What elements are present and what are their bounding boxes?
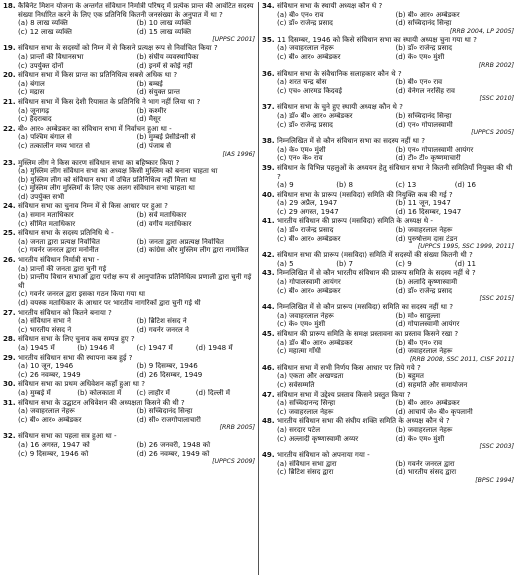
answer-option[interactable]: (d) सच्चिदानंद सिन्हा	[395, 19, 452, 28]
question-header	[262, 364, 514, 373]
answer-option[interactable]: (c) मद्रास	[18, 88, 45, 97]
answer-option[interactable]: (d) मैसूर	[136, 115, 161, 124]
question-number: 22.	[3, 123, 16, 133]
answer-option[interactable]: (a) 29 अप्रैल, 1947	[277, 199, 338, 208]
question-text: भारतीय संविधान को अपनाया गया -	[277, 450, 370, 460]
question-block	[3, 432, 255, 465]
question-header	[3, 2, 255, 19]
options-grid	[262, 260, 514, 269]
question-header	[262, 417, 514, 426]
answer-option[interactable]: (c) 9	[395, 259, 412, 268]
answer-option[interactable]: (a) मुस्लिम लीग संविधान सभा का अध्यक्ष किसी मुस्लिम को बनाना चाहता था	[18, 167, 218, 176]
answer-option[interactable]: (d) 16 दिसम्बर, 1947	[395, 207, 462, 216]
answer-option[interactable]: (c) के० एम० मुंशी	[277, 320, 326, 329]
answer-option[interactable]: (b) कोलकाता में	[77, 388, 122, 397]
answer-option[interactable]: (d) टी० टी० कृष्णमाचारी	[395, 154, 461, 163]
options-grid	[262, 44, 514, 61]
answer-option[interactable]: (c) 9 दिसम्बर, 1946 को	[18, 449, 89, 458]
question-number: 48.	[262, 416, 275, 426]
answer-option[interactable]: (d) संयुक्त प्रान्त	[136, 88, 180, 97]
options-grid	[3, 133, 255, 150]
options-grid	[262, 312, 514, 329]
question-number: 19.	[3, 43, 16, 53]
options-grid	[3, 407, 255, 424]
answer-option[interactable]: (a) सच्चिदानन्द सिन्हा	[277, 399, 336, 408]
answer-option[interactable]: (d) के० एम० मुंशी	[395, 52, 445, 61]
question-header	[3, 354, 255, 363]
question-block	[3, 2, 255, 43]
question-text: संविधान सभा में किस प्रान्त का प्रतिनिधित्व सबसे अधिक था ?	[18, 70, 178, 80]
answer-option[interactable]: (d) 1948 में	[195, 343, 233, 352]
answer-option[interactable]: (c) एच० आरमड किदवई	[277, 86, 342, 95]
question-text: मुस्लिम लीग ने किस कारण संविधान सभा का बहिष्कार किया ?	[18, 157, 180, 167]
answer-option[interactable]: (a) 16 अगस्त, 1947 को	[18, 440, 90, 449]
question-number: 37.	[262, 102, 275, 112]
answer-option[interactable]: (a) एकता और अखण्डता	[277, 372, 344, 381]
answer-option[interactable]: (b) 11 जून, 1947	[395, 199, 451, 208]
question-block	[262, 2, 514, 35]
question-block	[262, 36, 514, 69]
answer-option[interactable]: (c) बी० आर० अम्बेडकर	[18, 415, 82, 424]
answer-option[interactable]: (a) समान मताधिकार	[18, 211, 74, 220]
answer-option[interactable]: (d) 11	[454, 259, 477, 268]
options-grid	[3, 211, 255, 228]
question-number: 44.	[262, 302, 275, 312]
answer-option[interactable]: (d) के० एम० मुंशी	[395, 434, 445, 443]
answer-option[interactable]: (b) प्रान्तीय विधान सभाओं द्वारा परोक्ष रूप से आनुपातिक प्रतिनिधित्व प्रणाली द्वारा चुनी गई थी	[18, 273, 252, 290]
question-number: 49.	[262, 450, 275, 460]
answer-option[interactable]: (a) 9	[277, 181, 294, 190]
question-text: भारतीय संविधान सभा की संघीय शक्ति समिति के अध्यक्ष कौन थे ?	[277, 416, 450, 426]
question-number: 26.	[3, 255, 16, 265]
options-grid	[3, 238, 255, 255]
question-number: 20.	[3, 70, 16, 80]
question-header	[3, 229, 255, 238]
question-number: 24.	[3, 201, 16, 211]
question-block	[3, 202, 255, 228]
options-grid	[262, 278, 514, 295]
options-grid	[3, 107, 255, 124]
answer-option[interactable]: (c) डॉ० राजेन्द्र प्रसाद	[277, 120, 333, 129]
answer-option[interactable]: (b) सर्व मताधिकार	[136, 211, 187, 220]
question-block	[3, 71, 255, 97]
answer-option[interactable]: (b) बी० एन० राव	[395, 338, 443, 347]
answer-option[interactable]: (a) बंगाल	[18, 79, 45, 88]
question-number: 34.	[262, 2, 275, 10]
answer-option[interactable]: (a) संविधान सभा ने	[18, 317, 71, 326]
options-grid	[3, 167, 255, 201]
answer-option[interactable]: (b) 7	[336, 259, 354, 268]
answer-option[interactable]: (b) सच्चिदानंद सिन्हा	[136, 407, 193, 416]
question-number: 47.	[262, 389, 275, 399]
question-text: संविधान सभा के संवैधानिक सलाहकार कौन थे ?	[277, 68, 402, 78]
question-block	[262, 269, 514, 302]
answer-option[interactable]: (c) अल्लादी कृष्णास्वामी अय्यर	[277, 434, 359, 443]
question-text: बी० आर० अम्बेडकर का संविधान सभा में निर्वाचन हुआ था -	[18, 123, 172, 133]
exam-source: [UPPSC 2001]	[212, 36, 255, 44]
answer-option[interactable]: (a) 1945 में	[18, 343, 55, 352]
options-grid	[3, 317, 255, 334]
question-block	[262, 70, 514, 103]
question-header	[3, 71, 255, 80]
answer-option[interactable]: (a) 5	[277, 259, 294, 268]
answer-option[interactable]: (c) गवर्नर जनरल द्वारा मनोनीत	[18, 246, 99, 255]
answer-option[interactable]: (a) गोपालस्वामी आयंगर	[277, 278, 341, 287]
question-header	[3, 399, 255, 408]
answer-option[interactable]: (a) सरदार पटेल	[277, 425, 321, 434]
answer-option[interactable]: (d) पंजाब से	[136, 141, 172, 150]
answer-option[interactable]: (b) 10 लाख व्यक्ति	[136, 19, 192, 28]
exam-source: [SSC 2015]	[479, 295, 514, 303]
answer-option[interactable]: (b) मो० सादुल्ला	[395, 311, 441, 320]
answer-option[interactable]: (c) गवर्नर जनरल द्वारा इसका गठन किया गया था	[18, 290, 145, 299]
question-block	[262, 303, 514, 329]
answer-option[interactable]: (b) 1946 में	[77, 343, 115, 352]
question-number: 40.	[262, 189, 275, 199]
answer-option[interactable]: (c) डॉ० राजेन्द्र प्रसाद	[277, 19, 333, 28]
question-header	[262, 303, 514, 312]
options-grid	[3, 265, 255, 308]
answer-option[interactable]: (d) आचार्य जे० बी० कृपलानी	[395, 407, 473, 416]
answer-option[interactable]: (b) 26 जनवरी, 1948 को	[136, 440, 211, 449]
question-block	[262, 137, 514, 163]
question-number: 25.	[3, 228, 16, 238]
answer-option[interactable]: (b) बी० आर० अम्बेडकर	[395, 399, 460, 408]
answer-option[interactable]: (a) डॉ० बी० आर० अम्बेडकर	[277, 111, 353, 120]
question-block	[262, 103, 514, 136]
question-block	[3, 354, 255, 380]
options-grid	[262, 226, 514, 243]
question-text: संविधान सभा के सदस्यों को निम्न में से किसने प्रत्यक्ष रूप से निर्वाचित किया ?	[18, 43, 218, 53]
question-number: 21.	[3, 96, 16, 106]
right-column	[262, 2, 514, 575]
answer-option[interactable]: (a) जूनागढ़	[18, 106, 50, 115]
question-text: संविधान सभा के लिए चुनाव कब सम्पन्न हुए ?	[18, 334, 135, 344]
options-grid	[262, 372, 514, 389]
exam-source: [IAS 1996]	[222, 150, 255, 158]
column-divider	[258, 2, 259, 575]
question-header	[3, 159, 255, 168]
question-header	[3, 44, 255, 53]
answer-option[interactable]: (a) 10 जून, 1946	[18, 362, 74, 371]
answer-option[interactable]: (a) के० एम० मुंशी	[277, 145, 326, 154]
question-text: संविधान सभा की प्रारूप (मसविदा) समिति में सदस्यों की संख्या कितनी थी ?	[277, 250, 473, 260]
question-number: 28.	[3, 334, 16, 344]
question-block	[262, 251, 514, 268]
answer-option[interactable]: (d) भारतीय संसद द्वारा	[395, 468, 457, 477]
exam-source: [RRB 2005]	[219, 424, 255, 432]
answer-option[interactable]: (b) ब्रिटिश संसद ने	[136, 317, 187, 326]
question-text: निम्नलिखित में से कौन संविधान सभा का सदस्य नहीं था ?	[277, 136, 425, 146]
answer-option[interactable]: (b) मुम्बई प्रेसीडेन्सी से	[136, 133, 196, 142]
answer-option[interactable]: (c) तत्कालीन मध्य भारत से	[18, 141, 90, 150]
answer-option[interactable]: (d) डॉ० राजेन्द्र प्रसाद	[395, 286, 453, 295]
answer-option[interactable]: (b) बी० एन० राव	[395, 78, 443, 87]
answer-option[interactable]: (a) प्रान्तों की विधानसभा	[18, 52, 84, 61]
question-block	[262, 191, 514, 217]
answer-option[interactable]: (b) बी० आर० अम्बेडकर	[395, 10, 460, 19]
answer-option[interactable]: (a) जवाहरलाल नेहरू	[277, 311, 334, 320]
answer-option[interactable]: (c) बी० आर० अम्बेडकर	[277, 234, 341, 243]
answer-option[interactable]: (c) एन० के० राव	[277, 154, 323, 163]
question-block	[262, 451, 514, 484]
answer-option[interactable]: (c) 12 लाख व्यक्ति	[18, 27, 72, 36]
answer-option[interactable]: (a) डॉ० बी० आर० अम्बेडकर	[277, 338, 353, 347]
answer-option[interactable]: (b) अलादि कृष्णास्वामी	[395, 278, 458, 287]
exam-source: [RRB 2002]	[478, 61, 514, 69]
answer-option[interactable]: (b) एन० गोपालस्वामी आयंगर	[395, 145, 474, 154]
answer-option[interactable]: (d) 26 दिसम्बर, 1949	[136, 370, 203, 379]
answer-option[interactable]: (a) डॉ० राजेन्द्र प्रसाद	[277, 226, 334, 235]
question-text: संविधान सभा के प्रारूप (मसविदा) समिति की नियुक्ति कब की गई ?	[277, 189, 453, 199]
question-text: निम्नलिखित में से कौन प्रारूप (मसविदा) समिति का सदस्य नहीं था ?	[277, 302, 454, 312]
options-grid	[3, 441, 255, 458]
question-number: 30.	[3, 379, 16, 389]
answer-option[interactable]: (d) 16	[454, 181, 477, 190]
answer-option[interactable]: (a) शरत चन्द्र बोस	[277, 78, 327, 87]
question-number: 35.	[262, 34, 275, 44]
question-text: भारतीय संविधान निर्मात्री सभा -	[18, 255, 100, 265]
options-grid	[262, 112, 514, 129]
answer-option[interactable]: (d) इनमें से कोई नहीं	[136, 61, 193, 70]
answer-option[interactable]: (a) संविधान सभा द्वारा	[277, 459, 337, 468]
question-text: भारतीय संविधान को कितने बनाया ?	[18, 307, 112, 317]
answer-option[interactable]: (a) पश्चिम बंगाल से	[18, 133, 72, 142]
answer-option[interactable]: (d) जवाहरलाल नेहरू	[395, 347, 453, 356]
answer-option[interactable]: (c) सर्वसम्मति	[277, 380, 315, 389]
question-number: 29.	[3, 352, 16, 362]
question-block	[3, 159, 255, 202]
answer-option[interactable]: (d) 15 लाख व्यक्ति	[136, 27, 192, 36]
exam-source: [UPPCS 2009]	[212, 458, 255, 466]
question-block	[262, 164, 514, 190]
question-number: 39.	[262, 162, 275, 172]
answer-option[interactable]: (a) मुम्बई में	[18, 388, 51, 397]
question-number: 23.	[3, 157, 16, 167]
question-header	[262, 137, 514, 146]
answer-option[interactable]: (a) जवाहरलाल नेहरू	[277, 44, 334, 53]
exam-source: [UPPCS 2005]	[471, 129, 514, 137]
answer-option[interactable]: (c) 1947 में	[136, 343, 173, 352]
question-text: संविधान सभा के उद्घाटन अधिवेशन की अध्यक्षता किसने की थी ?	[18, 397, 185, 407]
question-header	[3, 335, 255, 344]
question-text: संविधान सभा का चुनाव निम्न में से किस आधार पर हुआ ?	[18, 201, 168, 211]
question-block	[3, 125, 255, 158]
options-grid	[262, 11, 514, 28]
question-number: 36.	[262, 68, 275, 78]
answer-option[interactable]: (b) मुस्लिम लीग को संविधान सभा में उचित प्रतिनिधित्व नहीं मिला था	[18, 175, 196, 184]
answer-option[interactable]: (b) बम्बई	[136, 79, 163, 88]
question-text: संविधान सभा में किस देशी रियासत के प्रतिनिधि ने भाग नहीं लिया था ?	[18, 96, 201, 106]
question-number: 45.	[262, 329, 275, 338]
options-grid	[262, 339, 514, 356]
answer-option[interactable]: (d) गोपालस्वामी आयंगर	[395, 320, 460, 329]
question-header	[262, 391, 514, 400]
question-block	[3, 229, 255, 255]
answer-option[interactable]: (c) भारतीय संसद ने	[18, 325, 72, 334]
answer-option[interactable]: (b) जवाहरलाल नेहरू	[395, 226, 453, 235]
question-number: 27.	[3, 307, 16, 317]
answer-option[interactable]: (b) 8	[336, 181, 354, 190]
question-text: संविधान सभा के सदस्य प्रतिनिधि थे -	[18, 228, 114, 238]
answer-option[interactable]: (b) डॉ० राजेन्द्र प्रसाद	[395, 44, 453, 53]
answer-option[interactable]: (c) सीमित मताधिकार	[18, 219, 76, 228]
answer-option[interactable]: (b) जवाहरलाल नेहरू	[395, 425, 453, 434]
answer-option[interactable]: (d) कांग्रेस और मुस्लिम लीग द्वारा नामांकित	[136, 246, 249, 255]
answer-option[interactable]: (d) उपर्युक्त सभी	[18, 192, 65, 201]
question-block	[262, 217, 514, 250]
answer-option[interactable]: (a) बी० एन० राव	[277, 10, 324, 19]
answer-option[interactable]: (c) 26 नवम्बर, 1949	[18, 370, 81, 379]
question-header	[3, 98, 255, 107]
left-column	[3, 2, 255, 575]
answer-option[interactable]: (d) वर्गीय मताधिकार	[136, 219, 192, 228]
exam-source: [BPSC 1994]	[475, 476, 514, 484]
question-header	[262, 251, 514, 260]
question-text: संविधान के विभिन्न पहलुओं के अध्ययन हेतु संविधान सभा ने कितनी समितियाँ नियुक्त की थी ?	[277, 162, 513, 181]
question-header	[262, 36, 514, 45]
question-block	[262, 330, 514, 363]
question-number: 18.	[3, 2, 16, 10]
answer-option[interactable]: (c) 13	[395, 181, 417, 190]
options-grid	[3, 362, 255, 379]
options-grid	[3, 19, 255, 36]
question-header	[3, 125, 255, 134]
question-text: भारतीय संविधान की प्रारूप (मसविदा) समिति के अध्यक्ष थे -	[277, 216, 433, 226]
answer-option[interactable]: (a) प्रान्तों की जनता द्वारा चुनी गई	[18, 264, 107, 273]
question-header	[3, 432, 255, 441]
answer-option[interactable]: (b) कश्मीर	[136, 106, 167, 115]
answer-option[interactable]: (a) जवाहरलाल नेहरू	[18, 407, 75, 416]
exam-source: [RRB 2008, SSC 2011, CISF 2011]	[409, 355, 514, 363]
question-header	[262, 269, 514, 278]
answer-option[interactable]: (c) 29 अगस्त, 1947	[277, 207, 339, 216]
question-block	[3, 380, 255, 397]
answer-option[interactable]: (c) लाहौर में	[136, 388, 170, 397]
answer-option[interactable]: (d) दिल्ली में	[195, 388, 230, 397]
question-block	[262, 391, 514, 417]
answer-option[interactable]: (d) पुरुषोत्तम दास टंडन	[395, 234, 458, 243]
answer-option[interactable]: (a) जनता द्वारा प्रत्यक्ष निर्वाचित	[18, 237, 100, 246]
question-block	[262, 364, 514, 390]
options-grid	[262, 181, 514, 190]
options-grid	[262, 199, 514, 216]
question-block	[3, 309, 255, 335]
answer-option[interactable]: (c) उपर्युक्त दोनों	[18, 61, 64, 70]
question-header	[262, 70, 514, 79]
question-header	[262, 451, 514, 460]
exam-source: [UPPCS 1995, SSC 1999, 2011]	[417, 243, 514, 251]
question-text: संविधान सभा का प्रथम अधिवेशन कहाँ हुआ था ?	[18, 379, 145, 389]
answer-option[interactable]: (b) जनता द्वारा अप्रत्यक्ष निर्वाचित	[136, 237, 224, 246]
exam-source: [SSC 2003]	[479, 443, 514, 451]
options-grid	[262, 146, 514, 163]
answer-option[interactable]: (d) सी० राजगोपालाचारी	[136, 415, 201, 424]
answer-option[interactable]: (a) 8 लाख व्यक्ति	[18, 19, 68, 28]
question-text: संविधान सभा का पहला सत्र हुआ था -	[18, 431, 117, 441]
answer-option[interactable]: (c) हैदराबाद	[18, 115, 52, 124]
options-grid	[262, 78, 514, 95]
answer-option[interactable]: (c) बी० आर० अम्बेडकर	[277, 52, 341, 61]
answer-option[interactable]: (c) जवाहरलाल नेहरू	[277, 407, 334, 416]
question-header	[3, 202, 255, 211]
answer-option[interactable]: (d) वेनेगल नरसिंह राव	[395, 86, 455, 95]
answer-option[interactable]: (c) मुस्लिम लीग मुस्लिमों के लिए एक अलग संविधान सभा चाहता था	[18, 184, 195, 193]
answer-option[interactable]: (d) गवर्नर जनरल ने	[136, 325, 189, 334]
question-header	[3, 380, 255, 389]
question-header	[3, 256, 255, 265]
question-header	[262, 217, 514, 226]
question-text: संविधान सभा में उद्देश्य प्रस्ताव किसने प्रस्तुत किया ?	[277, 389, 411, 399]
options-grid	[3, 344, 255, 353]
options-grid	[3, 53, 255, 70]
question-header	[262, 191, 514, 200]
exam-source: [RRB 2004, LP 2005]	[449, 27, 514, 35]
answer-option[interactable]: (d) सहमति और समायोजन	[395, 380, 468, 389]
question-number: 38.	[262, 136, 275, 146]
question-header	[262, 2, 514, 11]
question-number: 46.	[262, 362, 275, 372]
question-header	[262, 330, 514, 339]
exam-source: [SSC 2010]	[479, 95, 514, 103]
options-grid	[262, 426, 514, 443]
question-block	[3, 44, 255, 70]
answer-option[interactable]: (c) बी० आर० अम्बेडकर	[277, 286, 341, 295]
question-header	[262, 164, 514, 181]
question-number: 43.	[262, 268, 275, 278]
question-text: संविधान की प्रारूप समिति के समक्ष प्रस्तावना का प्रस्ताव किसने रखा ?	[277, 329, 459, 338]
question-text: संविधान सभा में सभी निर्णय किस आधार पर लिये गये ?	[277, 362, 421, 372]
question-block	[3, 399, 255, 432]
question-number: 31.	[3, 397, 16, 407]
answer-option[interactable]: (b) सच्चिदानंद सिन्हा	[395, 111, 452, 120]
answer-option[interactable]: (d) 26 नवम्बर, 1949 को	[136, 449, 210, 458]
answer-option[interactable]: (b) गवर्नर जनरल द्वारा	[395, 459, 455, 468]
options-grid	[3, 389, 255, 398]
question-text: संविधान सभा के चुने हुए स्थायी अध्यक्ष कौन थे ?	[277, 102, 403, 112]
question-text: कैबिनेट मिशन योजना के अन्तर्गत संविधान निर्मात्री परिषद् में प्रत्येक प्रान्त की आवंटित सदस्य संख्या निर्धारित करने के लिए एक प्रतिनिधि कितनी जनसंख्या के अनुपात में था ?	[18, 2, 254, 19]
answer-option[interactable]: (b) बहुमत	[395, 372, 424, 381]
question-block	[262, 417, 514, 450]
question-number: 32.	[3, 431, 16, 441]
question-text: भारतीय संविधान सभा की स्थापना कब हुई ?	[18, 352, 133, 362]
question-header	[262, 103, 514, 112]
options-grid	[262, 399, 514, 416]
answer-option[interactable]: (d) वयस्क मताधिकार के आधार पर भारतीय नागरिकों द्वारा चुनी गई थी	[18, 299, 201, 307]
question-block	[3, 98, 255, 124]
answer-option[interactable]: (d) एन० गोपालस्वामी	[395, 120, 453, 129]
question-number: 41.	[262, 216, 275, 226]
answer-option[interactable]: (c) ब्रिटिश संसद द्वारा	[277, 468, 334, 477]
answer-option[interactable]: (c) महात्मा गाँधी	[277, 347, 321, 356]
answer-option[interactable]: (b) संघीय व्यवस्थापिका	[136, 52, 199, 61]
question-number: 42.	[262, 250, 275, 260]
question-block	[3, 335, 255, 352]
question-block	[3, 256, 255, 308]
question-header	[3, 309, 255, 318]
options-grid	[3, 80, 255, 97]
answer-option[interactable]: (b) 9 दिसम्बर, 1946	[136, 362, 198, 371]
question-text: संविधान सभा के स्थायी अध्यक्ष कौन थे ?	[277, 2, 383, 10]
question-text: 11 दिसम्बर, 1946 को किसे संविधान सभा का स्थायी अध्यक्ष चुना गया था ?	[277, 34, 477, 44]
question-text: निम्नलिखित में से कौन भारतीय संविधान की प्रारूप समिति के सदस्य नहीं थे ?	[277, 268, 476, 278]
options-grid	[262, 460, 514, 477]
